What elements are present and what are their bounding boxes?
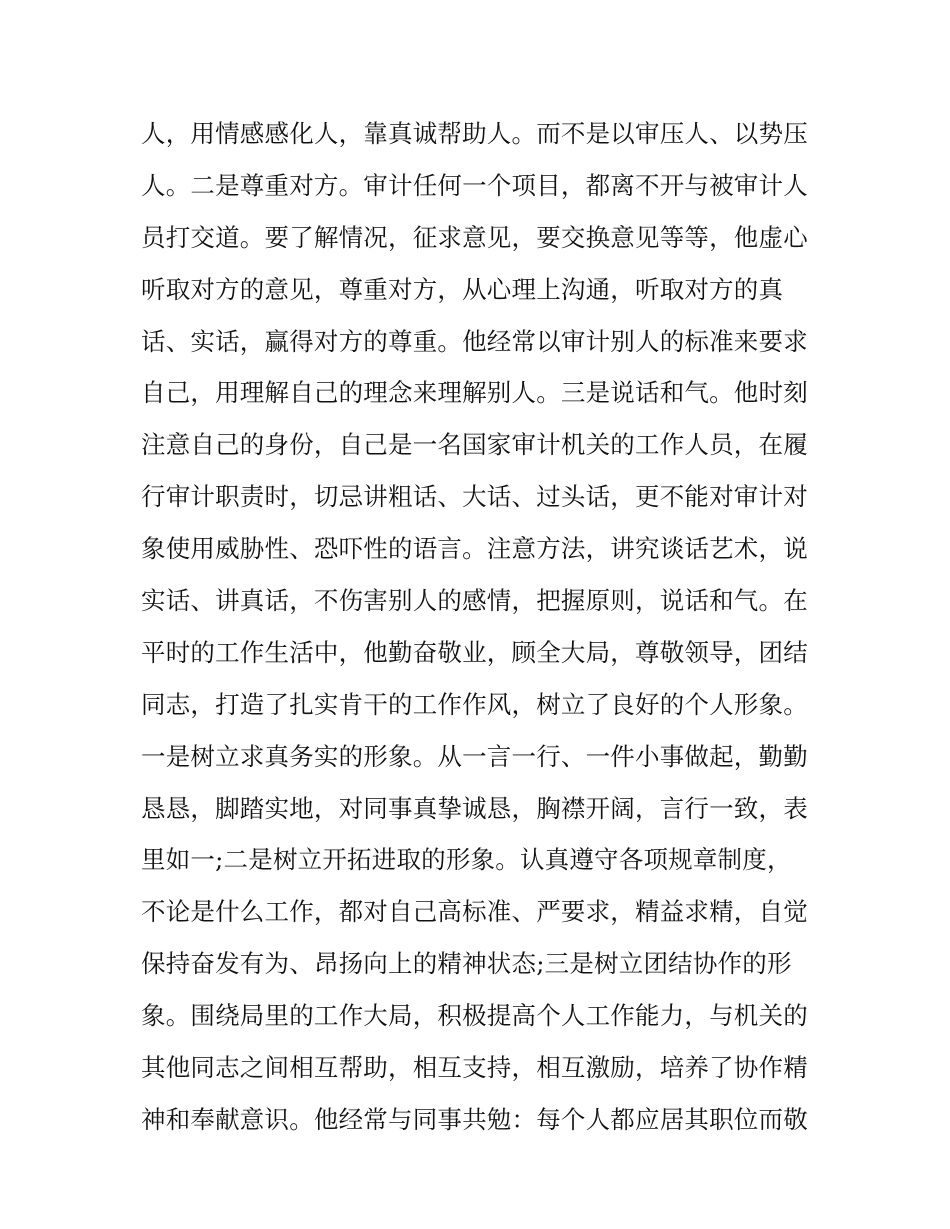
text-line-11: 平时的工作生活中，他勤奋敬业，顾全大局，尊敬领导，团结: [141, 637, 808, 667]
text-line-13: 一是树立求真务实的形象。从一言一行、一件小事做起，勤勤: [141, 741, 808, 771]
text-line-6: 自己，用理解自己的理念来理解别人。三是说话和气。他时刻: [141, 378, 808, 408]
text-line-18: 象。围绕局里的工作大局，积极提高个人工作能力，与机关的: [141, 1001, 808, 1031]
text-line-20: 神和奉献意识。他经常与同事共勉：每个人都应居其职位而敬: [141, 1104, 808, 1134]
text-line-16: 不论是什么工作，都对自己高标准、严要求，精益求精，自觉: [141, 897, 808, 927]
text-line-19: 其他同志之间相互帮助，相互支持，相互激励，培养了协作精: [141, 1053, 808, 1083]
text-line-14: 恳恳，脚踏实地，对同事真挚诚恳，胸襟开阔，言行一致，表: [141, 793, 808, 823]
text-line-17: 保持奋发有为、昂扬向上的精神状态;三是树立团结协作的形: [141, 949, 792, 979]
text-line-4: 听取对方的意见，尊重对方，从心理上沟通，听取对方的真: [141, 274, 784, 304]
body-text: [141, 108, 821, 1146]
text-line-2: 人。二是尊重对方。审计任何一个项目，都离不开与被审计人: [141, 170, 808, 200]
text-line-5: 话、实话，赢得对方的尊重。他经常以审计别人的标准来要求: [141, 326, 808, 356]
text-line-1: 人，用情感感化人，靠真诚帮助人。而不是以审压人、以势压: [141, 119, 808, 148]
text-line-10: 实话、讲真话，不伤害别人的感情，把握原则，说话和气。在: [141, 586, 808, 616]
text-line-9: 象使用威胁性、恐吓性的语言。注意方法，讲究谈话艺术，说: [141, 534, 808, 564]
text-line-7: 注意自己的身份，自己是一名国家审计机关的工作人员，在履: [141, 430, 808, 460]
text-line-12: 同志，打造了扎实肯干的工作作风，树立了良好的个人形象。: [141, 689, 808, 719]
text-line-15: 里如一;二是树立开拓进取的形象。认真遵守各项规章制度，: [141, 845, 792, 875]
text-line-8: 行审计职责时，切忌讲粗话、大话、过头话，更不能对审计对: [141, 482, 808, 512]
text-line-3: 员打交道。要了解情况，征求意见，要交换意见等等，他虚心: [141, 222, 808, 252]
